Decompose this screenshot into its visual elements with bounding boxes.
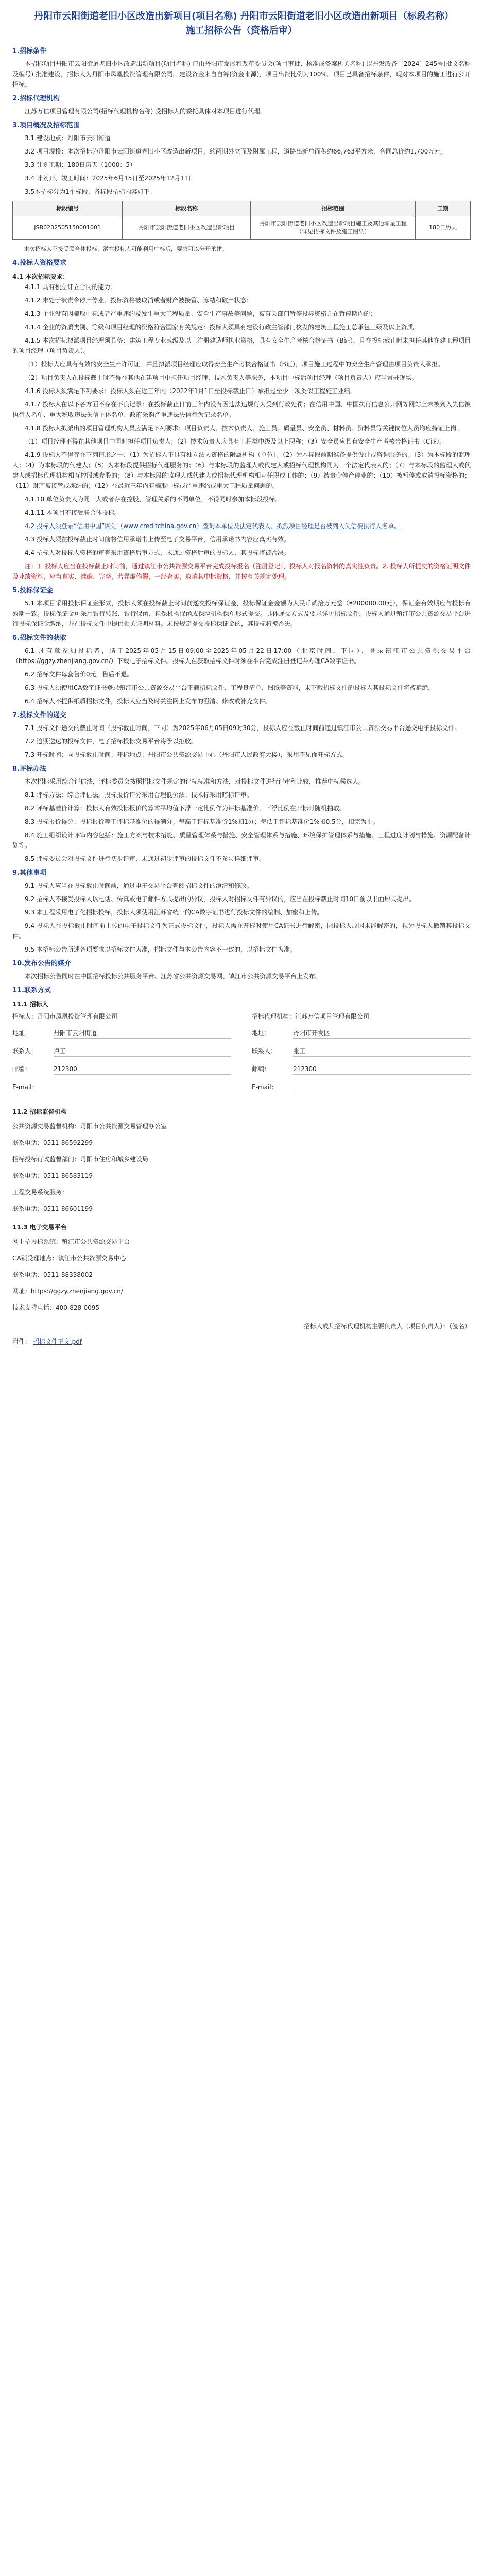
- oversight-line: 招标投标行政监督部门：丹阳市住房和城乡建设局: [12, 1156, 149, 1163]
- section-heading: 7.投标文件的递交: [12, 711, 66, 719]
- section-heading: 9.其他事项: [12, 869, 46, 877]
- section-heading: 3.项目概况及招标范围: [12, 122, 80, 129]
- section-text: 本次招标公告同时在中国招标投标公共服务平台、江苏省公共资源交易网、镇江市公共资源交易平台上发布。: [25, 973, 322, 980]
- contact-columns: [12, 1011, 471, 1099]
- bid-section-table: [12, 201, 471, 240]
- agency-contact: [252, 1011, 471, 1099]
- platform-line: 技术支持电话：400-828-0095: [12, 1304, 100, 1311]
- section-text: （2）项目负责人在投标截止时不得在其他在建项目中担任项目经理、技术负责人等职务，本项目中标后项目经理（项目负责人）应当常驻现场。: [25, 374, 418, 381]
- subsection-heading: 11.3 电子交易平台: [12, 1224, 67, 1231]
- field-label: 地址：: [12, 1029, 31, 1037]
- field-label: 联系人：: [252, 1047, 277, 1055]
- page-title: 丹阳市云阳街道老旧小区改造出新项目(项目名称) 丹阳市云阳街道老旧小区改造出新项目（标段名称）施工招标公告（资格后审）: [34, 11, 449, 36]
- section-text: 9.1 投标人应当在投标截止时间前，通过电子交易平台查阅招标文件的澄清和修改。: [25, 882, 253, 889]
- attachment-link[interactable]: 招标文件正文.pdf: [32, 1338, 82, 1345]
- section-text: 8.2 评标基准价计算：投标人有效投标报价的算术平均值下浮一定比例作为评标基准价，下浮比例在开标时随机抽取。: [25, 805, 346, 812]
- field-label: 邮编：: [12, 1065, 31, 1073]
- section-text: 9.3 本工程采用电子化招标投标，投标人须使用江苏省统一的CA数字证书进行投标文件的编制、加密和上传。: [25, 909, 323, 916]
- contact-row: [12, 1064, 231, 1075]
- section-text: 8.1 评标方法：综合评估法。投标报价评分采用合理低价法；技术标采用暗标评审。: [25, 791, 253, 799]
- field-value: 丹阳市开发区: [293, 1028, 471, 1039]
- section-text: 4.1.9 投标人不得存在下列情形之一：（1）为招标人不具有独立法人资格的附属机构（单位）；（2）为本标段前期准备提供设计或咨询服务的；（3）为本标段的监理人；（4）为本标段的代建人；（5）为本标段提供招标代理服务的；（6）与本标段的监理人或代建人或招标代理机构同为一个法定代表人的；（7）与本标段的监理人或代建人或招标代理机构相互控股或参股的；（8）与本标段的监理人或代建人或招标代理机构相互任职或工作的；（9）被责令停产停业的；（10）被暂停或取消投标资格的；（11）财产被接管或冻结的；（12）在最近三年内有骗取中标或严重违约或重大工程质量问题的。: [12, 451, 471, 489]
- section-text: 4.1.4 企业的资质类别、等级和项目经理的资格符合国家有关规定：投标人须具有建设行政主管部门核发的建筑工程施工总承包三级及以上资质。: [25, 324, 420, 331]
- section-text: 4.1.8 投标人拟派出的项目管理机构人员应满足下列要求：项目负责人、技术负责人、施工员、质量员、安全员、材料员、资料员等关键岗位人员均应持证上岗。: [25, 425, 463, 432]
- tenderer-name: 招标人：丹阳市凤凰投资管理有限公司: [12, 1013, 118, 1020]
- subsection-heading: 11.2 招标监督机构: [12, 1108, 67, 1115]
- section-note: 注：1. 投标人应当在投标截止时间前，通过镇江市公共资源交易平台完成投标报名（注册登记），投标人对报名资料的真实性负责。2. 投标人所提交的资格证明文件及业绩资料，应当真实、准确、完整，若弄虚作假，一经查实，取消其中标资格，并按有关规定处理。: [12, 563, 471, 580]
- subsection-heading: 4.1 本次招标要求：: [12, 273, 69, 280]
- table-header: 标段编号: [13, 201, 123, 216]
- section-heading: 8.评标办法: [12, 765, 46, 773]
- section-text: 3.3 计划工期：180日历天（1000：5）: [25, 161, 136, 168]
- section-text: 8.4 施工组织设计评审内容包括：施工方案与技术措施、质量管理体系与措施、安全管理体系与措施、环境保护管理体系与措施、工程进度计划与措施、资源配备计划等。: [12, 832, 471, 849]
- section-text: （1）投标人应具有有效的安全生产许可证，并且拟派项目经理应取得安全生产考核合格证书（B证），项目施工过程中的安全生产管理由项目负责人承担。: [25, 361, 444, 368]
- subsection-heading: 11.1 招标人: [12, 1001, 48, 1008]
- section-text: 9.2 招标人不接受投标人以电话、传真或电子邮件方式提出的异议，投标人对招标文件有异议的，应当在投标截止时间10日前以书面形式提出。: [25, 895, 416, 903]
- section-text: 3.4 计划开、竣工时间：2025年6月15日至2025年12月11日: [25, 175, 195, 182]
- contact-row: [252, 1082, 471, 1092]
- section-text: 7.1 投标文件递交的截止时间（投标截止时间，下同）为2025年06月05日09时30分，投标人应在截止时间前通过镇江市公共资源交易平台递交电子投标文件。: [25, 724, 461, 732]
- section-text: 3.5本招标分为1个标段，各标段招标内容如下：: [25, 188, 156, 195]
- field-value: 212300: [293, 1064, 471, 1075]
- section-heading: 1.招标条件: [12, 47, 46, 55]
- contact-row: [12, 1046, 231, 1057]
- table-header: 标段名称: [123, 201, 251, 216]
- contact-row: [252, 1028, 471, 1039]
- contact-row: [252, 1046, 471, 1057]
- field-value: 212300: [54, 1064, 231, 1075]
- agency-name: 招标代理机构：江苏万信项目管理有限公司: [252, 1013, 370, 1020]
- section-text: （1）项目经理不得在其他项目中同时担任项目负责人；（2）技术负责人应具有工程类中级及以上职称；（3）安全员应具有安全生产考核合格证书（C证）。: [25, 438, 446, 445]
- field-value: 丹阳市云阳街道: [54, 1028, 231, 1039]
- table-cell: 180日历天: [416, 216, 471, 240]
- table-header: 招标范围: [251, 201, 416, 216]
- section-text: 8.3 投标报价得分：投标报价等于评标基准价的得满分；每高于评标基准价1%扣1分；每低于评标基准价1%扣0.5分，扣完为止。: [25, 818, 379, 825]
- table-cell: JSB0202505150001001: [13, 216, 123, 240]
- section-text: 6.3 投标人须使用CA数字证书登录镇江市公共资源交易平台下载招标文件、工程量清单、图纸等资料，未下载招标文件的投标人其投标文件将被拒绝。: [25, 684, 435, 691]
- section-text: 6.2 招标文件每套售价0元，售后不退。: [25, 671, 133, 678]
- section-text: 3.2 项目规模：本次招标为丹阳市云阳街道老旧小区改造出新项目，约两期外立面及附属工程，道路出新总面积约66,763平方米，合同总价约1,700万元。: [25, 148, 447, 155]
- section-text: 4.1.2 未处于被责令停产停业、投标资格被取消或者财产被接管、冻结和破产状态；: [25, 297, 253, 304]
- section-text: 7.2 逾期送达的投标文件，电子招标投标交易平台将予以拒收。: [25, 738, 197, 745]
- section-text: 9.5 本招标公告所述各项要求以招标文件为准，招标文件与本公告内容不一致的，以招标文件为准。: [25, 946, 296, 953]
- section-text: 4.1.10 单位负责人为同一人或者存在控股、管理关系的不同单位，不得同时参加本标段投标。: [25, 496, 281, 503]
- section-text: 4.1.1 具有独立订立合同的能力；: [25, 283, 117, 291]
- oversight-line: 公共资源交易监督机构：丹阳市公共资源交易管理办公室: [12, 1123, 167, 1130]
- platform-line: 联系电话：0511-88338002: [12, 1271, 93, 1278]
- section-text: 7.3 开标时间：同投标截止时间；开标地点：丹阳市公共资源交易中心（丹阳市人民政府大楼），采用不见面开标方式。: [25, 751, 349, 758]
- oversight-line: 联系电话：0511-86583119: [12, 1172, 93, 1179]
- section-text: 本招标项目丹阳市云阳街道老旧小区改造出新项目(项目名称) 已由丹阳市发展和改革委员会(项目审批、核准或备案机关名称) 以丹发改备〔2024〕245号(批文名称及编号) 批准建设，招标人为丹阳市凤凰投资管理有限公司。建设资金来自自筹(资金来源)，项目出资比例为100%。项目已具备招标条件，现对本项目的施工进行公开招标。: [12, 60, 471, 88]
- section-heading: 6.招标文件的获取: [12, 634, 66, 642]
- contact-row: [12, 1028, 231, 1039]
- field-value: [293, 1082, 471, 1092]
- field-label: 邮编：: [252, 1065, 271, 1073]
- table-cell: 丹阳市云阳街道老旧小区改造出新项目: [123, 216, 251, 240]
- section-heading: 2.招标代理机构: [12, 95, 60, 103]
- platform-line: 网址：https://ggzy.zhenjiang.gov.cn/: [12, 1287, 123, 1295]
- section-heading: 5.投标保证金: [12, 587, 53, 595]
- table-row: [13, 216, 471, 240]
- section-text: 4.2 投标人须登录“信用中国”网站（www.creditchina.gov.cn）查询本单位及法定代表人、拟派项目经理是否被列入失信被执行人名单。: [25, 522, 401, 530]
- section-text: 江苏万信项目管理有限公司(招标代理机构名称) 受招标人的委托具体对本项目进行代理。: [25, 108, 267, 115]
- section-text: 3.1 建设地点：丹阳市云阳街道: [25, 134, 111, 142]
- contact-row: [252, 1064, 471, 1075]
- section-text: 本次招标采用综合评估法，评标委员会按照招标文件规定的评标标准和方法，对投标文件进行评审和比较，推荐中标候选人。: [25, 778, 365, 785]
- section-text: 4.1.6 投标人须满足下列要求：投标人须在近三年内（2022年1月1日至投标截止日）承担过至少一项类似工程施工业绩。: [25, 387, 357, 395]
- tenderer-contact: [12, 1011, 231, 1099]
- section-text: 4.1.3 企业没有因骗取中标或者严重违约及发生重大工程质量、安全生产事故等问题，被有关部门暂停投标资格并在暂停期内的；: [25, 310, 376, 317]
- field-label: 地址：: [252, 1029, 271, 1037]
- section-text: 6.4 招标人不提供纸质招标文件，投标人应当及时关注网上发布的澄清、修改或补充文件。: [25, 698, 271, 705]
- platform-line: 网上招投标系统：镇江市公共资源交易平台: [12, 1238, 130, 1245]
- section-text: 4.3 投标人须在投标截止时间前将信用承诺书上传至电子交易平台，信用承诺书内容应真实有效。: [25, 536, 290, 543]
- section-text: 4.1.5 本次招标拟派项目经理须具备：建筑工程专业贰级及以上注册建造师执业资格，具有安全生产考核合格证书（B证），且在投标截止时未担任其他在建工程项目的项目经理（项目负责人）。: [12, 337, 471, 354]
- platform-block: [12, 1236, 471, 1313]
- platform-line: CA锁受理地点：镇江市公共资源交易中心: [12, 1255, 126, 1262]
- section-text: 6.1 凡有意参加投标者，请于2025年05月15日09:00至2025年05月22日17:00（北京时间，下同），登录镇江市公共资源交易平台（https://ggzy.zhenjiang.gov.cn/）下载电子招标文件。投标人在获取招标文件时须在平台完成注册登记并办理CA数字证书。: [12, 647, 471, 665]
- signature-line: 招标人或其招标代理机构主要负责人（项目负责人）：（签名）: [303, 1323, 471, 1330]
- table-cell: 丹阳市云阳街道老旧小区改造出新项目施工及其他零星工程（详见招标文件及施工图纸）: [251, 216, 416, 240]
- section-text: 8.5 评标委员会对投标文件进行初步评审，未通过初步评审的投标文件不参与详细评审。: [25, 855, 265, 862]
- section-heading: 4.投标人资格要求: [12, 259, 66, 267]
- oversight-line: 联系电话：0511-86601199: [12, 1205, 93, 1212]
- oversight-block: [12, 1121, 471, 1214]
- attachment-label: 附件：: [12, 1338, 31, 1345]
- section-note: 本次招标人不接受联合体投标，潜在投标人可能利用中标后，要求可以分开承建。: [24, 246, 228, 252]
- field-value: 张工: [293, 1046, 471, 1057]
- section-text: 4.4 招标人对投标人资格的审查采用资格后审方式，未通过资格后审的投标人，其投标将被否决。: [25, 549, 290, 556]
- section-heading: 11.联系方式: [12, 987, 51, 994]
- section-text: 9.4 投标人在投标截止时间前上传的电子投标文件为正式投标文件，投标人需在开标时使用CA证书进行解密，因投标人原因未能解密的，视为投标人撤销其投标文件。: [12, 922, 471, 940]
- oversight-line: 工程交易系统服务：: [12, 1189, 68, 1196]
- field-value: [54, 1082, 231, 1092]
- table-header: 工期: [416, 201, 471, 216]
- field-label: 联系人：: [12, 1047, 38, 1055]
- section-text: 4.1.11 本项目不接受联合体投标。: [25, 509, 120, 516]
- field-label: E-mail：: [12, 1083, 38, 1091]
- field-value: 卢工: [54, 1046, 231, 1057]
- attachment-row: [12, 1336, 471, 1347]
- oversight-line: 联系电话：0511-86592299: [12, 1139, 93, 1146]
- section-heading: 10.发布公告的媒介: [12, 960, 72, 968]
- section-text: 4.1.7 投标人在以下各方面不存在不良记录：在投标截止日前三年内没有因违法违规行为受到行政处罚；在信用中国、中国执行信息公开网等网站上未被列入失信被执行人名单、重大税收违法失信主体名单、政府采购严重违法失信行为记录名单。: [12, 401, 471, 418]
- field-label: E-mail：: [252, 1083, 278, 1091]
- section-text: 5.1 本项目采用投标保证金形式，投标人须在投标截止时间前递交投标保证金，投标保证金金额为人民币贰拾万元整（¥200000.00元），保证金有效期应与投标有效期一致。投标保证金可采用银行转账、银行保函、担保机构保函或保险机构保单形式提交。具体递交方式及要求详见招标文件。投标人通过镇江市公共资源交易平台进行投标保证金缴纳，并在投标文件中提供相关证明材料。未按规定提交投标保证金的，其投标将被否决。: [12, 600, 471, 628]
- contact-row: [12, 1082, 231, 1092]
